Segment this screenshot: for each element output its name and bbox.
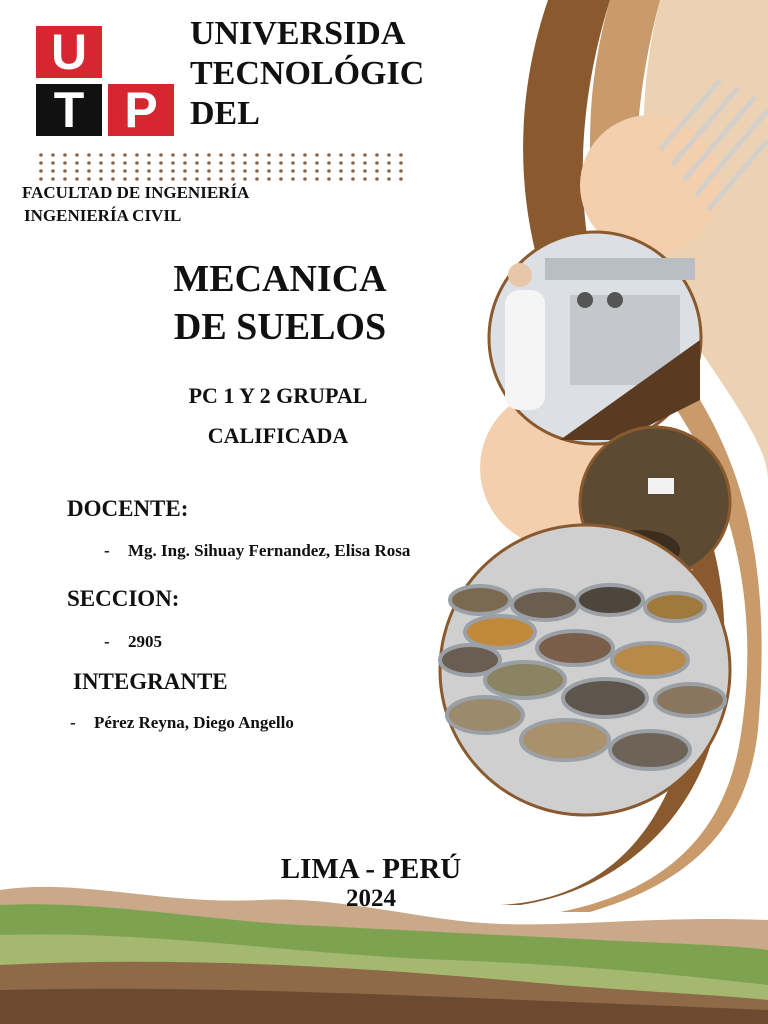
divider-dot xyxy=(147,169,151,173)
divider-dot xyxy=(339,169,343,173)
divider-dot xyxy=(351,153,355,157)
divider-dot xyxy=(267,169,271,173)
divider-dot xyxy=(159,169,163,173)
divider-dot xyxy=(315,177,319,181)
divider-dot xyxy=(147,153,151,157)
divider-dot xyxy=(39,169,43,173)
divider-dot xyxy=(63,177,67,181)
divider-dot xyxy=(207,177,211,181)
teacher-name: Mg. Ing. Sihuay Fernandez, Elisa Rosa xyxy=(128,541,411,560)
divider-dot xyxy=(255,177,259,181)
divider-dot xyxy=(351,161,355,165)
divider-dot xyxy=(219,153,223,157)
dotted-divider xyxy=(38,152,410,182)
logo-letter-p: P xyxy=(108,84,174,136)
divider-dot xyxy=(75,153,79,157)
divider-dot xyxy=(399,161,403,165)
divider-dot xyxy=(135,153,139,157)
divider-dot xyxy=(219,177,223,181)
divider-dot xyxy=(63,169,67,173)
divider-dot xyxy=(375,153,379,157)
divider-dot xyxy=(51,169,55,173)
divider-dot xyxy=(195,169,199,173)
divider-dot xyxy=(315,169,319,173)
divider-dot xyxy=(51,177,55,181)
divider-dot xyxy=(231,161,235,165)
divider-dot xyxy=(399,169,403,173)
divider-dot xyxy=(387,153,391,157)
divider-dot xyxy=(39,153,43,157)
divider-dot xyxy=(123,169,127,173)
member-item xyxy=(70,712,294,734)
divider-dot xyxy=(75,161,79,165)
divider-dot xyxy=(267,177,271,181)
divider-dot xyxy=(363,153,367,157)
bullet-dash: - xyxy=(104,541,110,560)
divider-dot xyxy=(183,177,187,181)
divider-dot xyxy=(111,177,115,181)
bullet-dash: - xyxy=(70,713,76,732)
section-value: 2905 xyxy=(128,632,162,651)
divider-dot xyxy=(327,161,331,165)
divider-dot xyxy=(159,161,163,165)
divider-dot xyxy=(231,177,235,181)
divider-dot xyxy=(39,177,43,181)
divider-dot xyxy=(135,161,139,165)
teacher-item xyxy=(104,540,410,562)
divider-dot xyxy=(111,169,115,173)
divider-dot xyxy=(195,161,199,165)
divider-dot xyxy=(51,153,55,157)
divider-dot xyxy=(159,153,163,157)
divider-dot xyxy=(375,177,379,181)
teacher-label: DOCENTE: xyxy=(67,496,189,521)
assignment-title xyxy=(148,376,408,456)
divider-dot xyxy=(87,153,91,157)
divider-dot xyxy=(315,153,319,157)
divider-dot xyxy=(279,153,283,157)
divider-dot xyxy=(303,177,307,181)
course-title-line-1: MECANICA xyxy=(173,258,387,300)
divider-dot xyxy=(351,169,355,173)
year: 2024 xyxy=(346,885,396,912)
divider-dot xyxy=(135,169,139,173)
divider-dot xyxy=(111,153,115,157)
divider-dot xyxy=(327,169,331,173)
university-line-2: TECNOLÓGIC xyxy=(190,55,425,92)
divider-dot xyxy=(387,169,391,173)
location: LIMA - PERÚ xyxy=(280,853,462,885)
divider-dot xyxy=(243,177,247,181)
divider-dot xyxy=(63,153,67,157)
divider-dot xyxy=(39,161,43,165)
divider-dot xyxy=(63,161,67,165)
university-line-1: UNIVERSIDA xyxy=(190,15,406,52)
members-label: INTEGRANTE xyxy=(73,669,228,694)
divider-dot xyxy=(75,177,79,181)
divider-dot xyxy=(183,153,187,157)
divider-dot xyxy=(291,177,295,181)
utp-logo xyxy=(36,26,174,138)
divider-dot xyxy=(231,169,235,173)
divider-dot xyxy=(147,177,151,181)
divider-dot xyxy=(159,177,163,181)
divider-dot xyxy=(51,161,55,165)
divider-dot xyxy=(291,161,295,165)
logo-letter-u: U xyxy=(36,26,102,78)
divider-dot xyxy=(195,153,199,157)
divider-dot xyxy=(87,169,91,173)
divider-dot xyxy=(171,153,175,157)
university-line-3: DEL xyxy=(190,95,260,132)
divider-dot xyxy=(231,153,235,157)
bullet-dash: - xyxy=(104,632,110,651)
divider-dot xyxy=(303,153,307,157)
divider-dot xyxy=(327,153,331,157)
divider-dot xyxy=(375,161,379,165)
divider-dot xyxy=(363,177,367,181)
divider-dot xyxy=(207,169,211,173)
logo-letter-t: T xyxy=(36,84,102,136)
section-label: SECCION: xyxy=(67,586,180,611)
divider-dot xyxy=(123,161,127,165)
divider-dot xyxy=(279,169,283,173)
divider-dot xyxy=(363,169,367,173)
divider-dot xyxy=(99,169,103,173)
divider-dot xyxy=(255,161,259,165)
divider-dot xyxy=(135,177,139,181)
divider-dot xyxy=(75,169,79,173)
divider-dot xyxy=(279,161,283,165)
divider-dot xyxy=(387,177,391,181)
divider-dot xyxy=(183,161,187,165)
divider-dot xyxy=(99,161,103,165)
divider-dot xyxy=(147,161,151,165)
university-name xyxy=(190,14,450,134)
divider-dot xyxy=(243,169,247,173)
divider-dot xyxy=(279,177,283,181)
divider-dot xyxy=(219,169,223,173)
lab-photo xyxy=(489,232,701,444)
divider-dot xyxy=(267,153,271,157)
divider-dot xyxy=(111,161,115,165)
divider-dot xyxy=(399,153,403,157)
divider-dot xyxy=(291,153,295,157)
divider-dot xyxy=(171,177,175,181)
divider-dot xyxy=(327,177,331,181)
soil-samples-photo xyxy=(440,525,730,815)
divider-dot xyxy=(363,161,367,165)
divider-dot xyxy=(87,161,91,165)
divider-dot xyxy=(339,153,343,157)
divider-dot xyxy=(183,169,187,173)
divider-dot xyxy=(99,153,103,157)
divider-dot xyxy=(123,177,127,181)
divider-dot xyxy=(339,177,343,181)
divider-dot xyxy=(351,177,355,181)
divider-dot xyxy=(267,161,271,165)
divider-dot xyxy=(339,161,343,165)
divider-dot xyxy=(243,153,247,157)
course-title xyxy=(150,255,410,351)
divider-dot xyxy=(123,153,127,157)
divider-dot xyxy=(219,161,223,165)
divider-dot xyxy=(315,161,319,165)
divider-dot xyxy=(171,161,175,165)
divider-dot xyxy=(87,177,91,181)
divider-dot xyxy=(303,161,307,165)
member-name: Pérez Reyna, Diego Angello xyxy=(94,713,294,732)
divider-dot xyxy=(255,169,259,173)
divider-dot xyxy=(291,169,295,173)
divider-dot xyxy=(387,161,391,165)
divider-dot xyxy=(255,153,259,157)
divider-dot xyxy=(207,153,211,157)
divider-dot xyxy=(399,177,403,181)
section-item xyxy=(104,631,162,653)
divider-dot xyxy=(99,177,103,181)
divider-dot xyxy=(375,169,379,173)
faculty-name: FACULTAD DE INGENIERÍA xyxy=(22,183,250,202)
divider-dot xyxy=(195,177,199,181)
divider-dot xyxy=(303,169,307,173)
divider-dot xyxy=(243,161,247,165)
assignment-line-2: CALIFICADA xyxy=(207,423,349,448)
career-name: INGENIERÍA CIVIL xyxy=(24,206,182,225)
assignment-line-1: PC 1 Y 2 GRUPAL xyxy=(188,383,368,408)
divider-dot xyxy=(171,169,175,173)
divider-dot xyxy=(207,161,211,165)
course-title-line-2: DE SUELOS xyxy=(173,306,387,348)
